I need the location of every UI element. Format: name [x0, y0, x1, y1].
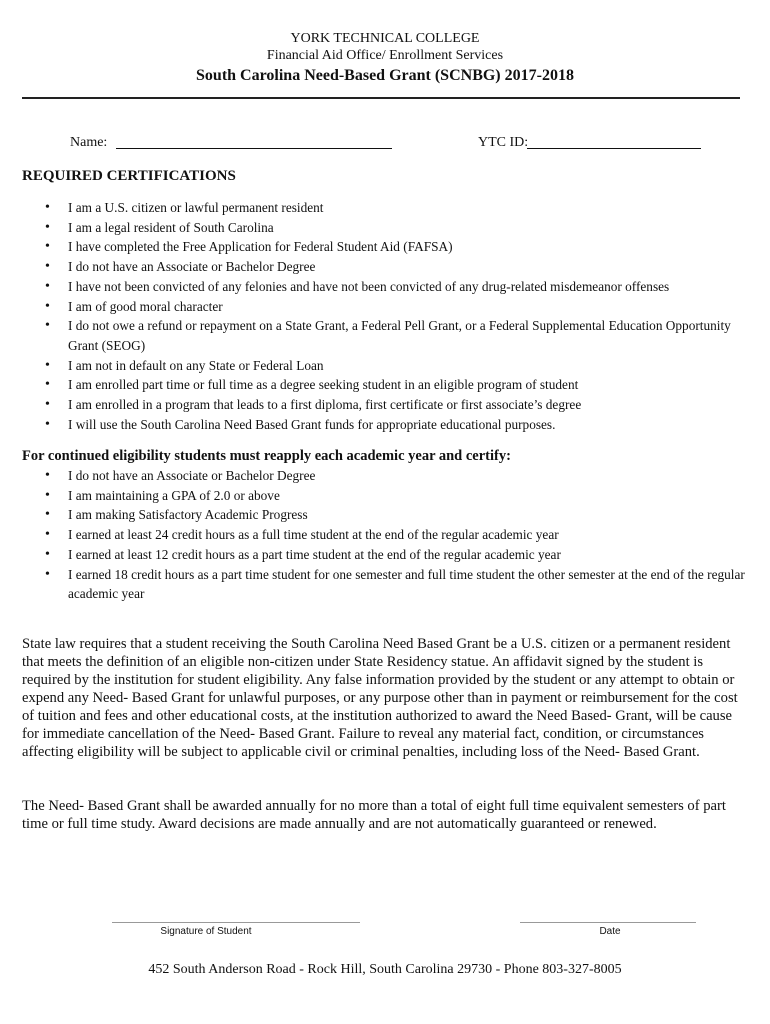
- list-item: • I do not have an Associate or Bachelor Degree: [45, 466, 745, 486]
- list-item: • I am enrolled in a program that leads to a first diploma, first certificate or first associate’s degree: [45, 395, 735, 415]
- state-law-paragraph: State law requires that a student receiving the South Carolina Need Based Grant be a U.S. citizen or a permanent resident that meets the definition of an eligible non-citizen under State Residency statue. An affidavit signed by the student is required by the institution for student eligibility. Any false information provided by the student or any attempt to obtain or expend any Need- Based Grant for unlawful purposes, or any purpose other than in payment or reimbursement for the cost of tuition and fees and other educational costs, at the institution authorized to award the Need Based- Grant, will be cause for immediate cancellation of the Need- Based Grant. Failure to reveal any material fact, condition, or circumstances affecting eligibility will be subject to applicable civil or criminal penalties, including loss of the Need- Based Grant.: [22, 636, 738, 760]
- ytc-id-field[interactable]: [527, 148, 701, 149]
- list-item: • I am enrolled part time or full time as a degree seeking student in an eligible program of student: [45, 375, 735, 395]
- list-item: • I earned 18 credit hours as a part time student for one semester and full time student the other semester at the end of the regular academic year: [45, 565, 745, 604]
- list-item: • I am not in default on any State or Federal Loan: [45, 356, 735, 376]
- list-item: • I do not owe a refund or repayment on a State Grant, a Federal Pell Grant, or a Federal Supplemental Education Opportunity Grant (SEOG): [45, 316, 735, 355]
- date-line[interactable]: [520, 922, 696, 923]
- list-item: • I am maintaining a GPA of 2.0 or above: [45, 486, 745, 506]
- list-item: • I am of good moral character: [45, 297, 735, 317]
- list-item: • I will use the South Carolina Need Based Grant funds for appropriate educational purposes.: [45, 415, 735, 435]
- required-certifications-heading: REQUIRED CERTIFICATIONS: [22, 168, 236, 184]
- list-item: • I do not have an Associate or Bachelor Degree: [45, 257, 735, 277]
- required-certifications-list: [45, 198, 735, 434]
- footer-address: 452 South Anderson Road - Rock Hill, South Carolina 29730 - Phone 803-327-8005: [148, 962, 622, 977]
- college-name: YORK TECHNICAL COLLEGE: [290, 31, 480, 46]
- student-signature-line[interactable]: [112, 922, 360, 923]
- list-item: • I am a U.S. citizen or lawful permanent resident: [45, 198, 735, 218]
- list-item: • I have completed the Free Application for Federal Student Aid (FAFSA): [45, 237, 735, 257]
- student-signature-label: Signature of Student: [160, 926, 252, 937]
- document-header: [0, 30, 770, 87]
- award-paragraph: The Need- Based Grant shall be awarded annually for no more than a total of eight full time equivalent semesters of part time or full time study. Award decisions are made annually and are not automatically guaranteed or renewed.: [22, 798, 726, 832]
- continued-eligibility-heading: For continued eligibility students must reapply each academic year and certify:: [22, 448, 511, 464]
- name-label: Name:: [70, 135, 108, 150]
- list-item: • I have not been convicted of any felonies and have not been convicted of any drug-related misdemeanor offenses: [45, 277, 735, 297]
- document-title: South Carolina Need-Based Grant (SCNBG) 2017-2018: [196, 67, 574, 84]
- header-rule: [22, 97, 740, 99]
- list-item: • I am a legal resident of South Carolina: [45, 218, 735, 238]
- continued-eligibility-list: [45, 466, 745, 604]
- list-item: • I earned at least 12 credit hours as a part time student at the end of the regular academic year: [45, 545, 745, 565]
- name-row: [70, 135, 710, 155]
- office-name: Financial Aid Office/ Enrollment Services: [266, 48, 504, 63]
- list-item: • I am making Satisfactory Academic Progress: [45, 505, 745, 525]
- date-label: Date: [599, 926, 621, 937]
- name-field[interactable]: [116, 148, 392, 149]
- ytc-id-label: YTC ID:: [478, 135, 529, 150]
- list-item: • I earned at least 24 credit hours as a full time student at the end of the regular academic year: [45, 525, 745, 545]
